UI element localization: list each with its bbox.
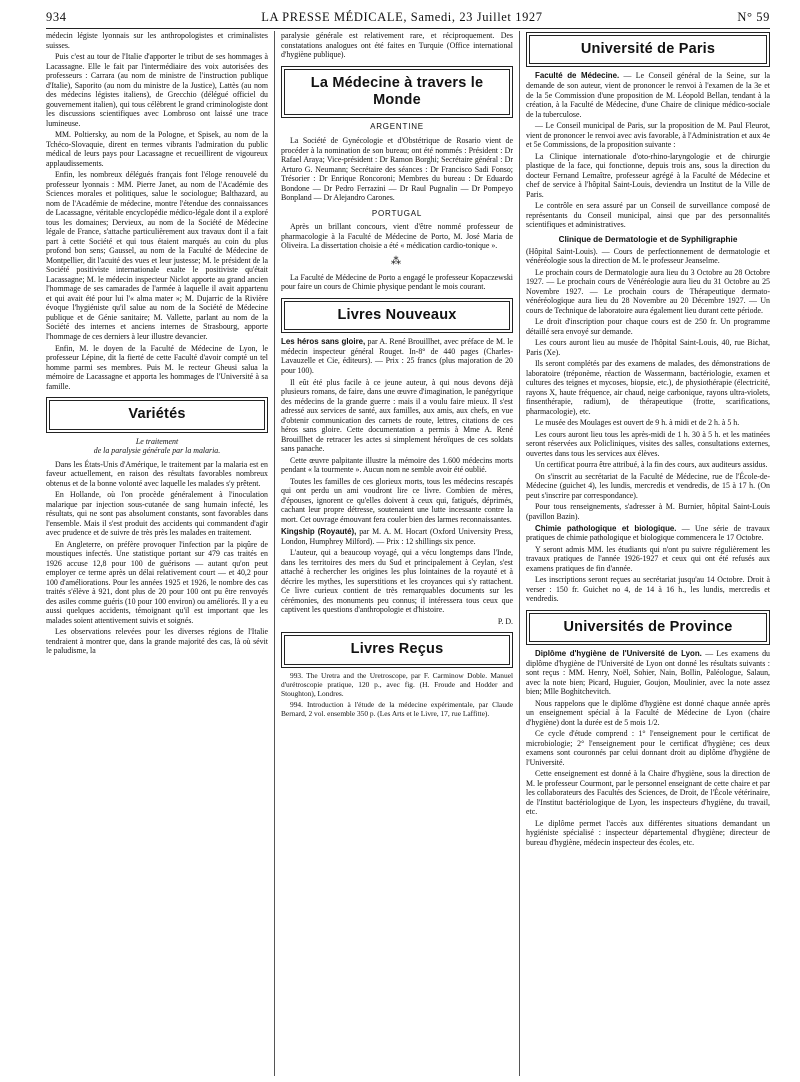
- country-heading-portugal: PORTUGAL: [371, 208, 423, 218]
- book-entry: [281, 527, 513, 546]
- paragraph: Le musée des Moulages est ouvert de 9 h. à midi et de 2 h. à 5 h.: [535, 418, 740, 428]
- paragraph: Cette enseignement est donné à la Chaire d'hygiène, sous la direction de M. le professeur Courmont, par le personnel enseignant de cette chaire et par les collaborateurs des Facultés des Sciences, de Droit, de l'École vétérinaire, de l'Institut bactériologique de Lyon, les inspecteurs d'hygiène, du travail, etc.: [526, 769, 770, 817]
- column-middle: [281, 31, 513, 1076]
- section-title-medecine-monde: La Médecine à travers le Monde: [284, 69, 510, 116]
- article-subtitle: de la paralysie générale par la malaria.: [93, 446, 221, 456]
- masthead: [46, 6, 770, 29]
- paragraph: [526, 649, 770, 697]
- paragraph: Le droit d'inscription pour chaque cours est de 250 fr. Un programme détaillé sera envoyé sur demande.: [526, 317, 770, 336]
- paragraph: Les cours auront lieu tous les après-midi de 1 h. 30 à 5 h. et les matinées seront réservées aux Policliniques, visites des salles, consultations externes, ouvertes dans tous les services aux élèves.: [526, 429, 770, 458]
- section-title-livres-recus: Livres Reçus: [284, 635, 510, 664]
- paragraph: Enfin, M. le doyen de la Faculté de Médecine de Lyon, le professeur Lépine, dit la fierté de cette Faculté d'avoir compté un tel homme parmi ses membres. Puis M. le recteur Gheusi salua la mémoire de Lacassagne et apporta les hommages de l'Université à sa famille.: [46, 343, 268, 391]
- paragraph: — Le Conseil municipal de Paris, sur la proposition de M. Paul Fleurot, vient de prononcer le renvoi avec avis favorable, à l'Administration et aux 4e et 5e Commissions, de la proposition suivante :: [526, 121, 770, 150]
- paragraph: Toutes les familles de ces glorieux morts, tous les médecins rescapés qui ont perdu un ami voudront lire ce livre. Combien de mères, d'épouses, ignorent ce qu'elles doivent à ceux qui, fatigués, déprimés, cachant leur propre détresse, soutenaient une lutte incessante contre la mort. Cet ouvrage émouvant fera couler bien des larmes reconnaissantes.: [281, 476, 513, 524]
- paragraph: [526, 71, 770, 119]
- article-subtitle: Le traitement: [135, 436, 179, 446]
- book-details: par M. A. M. Hocart (Oxford University Press, London, Humphrey Milford). — Prix : 12 shillings six pence.: [281, 527, 513, 546]
- paragraph: En Angleterre, on préfère provoquer l'infection par la piqûre de moustiques infectés. Une statistique portant sur 479 cas traités en 1926 accuse 12,8 pour 100 de guérisons — autant qu'on peut employer ce terme après un délai relativement court — et 40,2 pour 100 d'améliorations. Pour les années 1925 et 1926, le nombre des cas traités s'élève à 921, dont plus de 20 pour 100 ont pu être renvoyés des asiles comme guéris (10 pour 100 environ) ou améliorés. Il y a eu aussi quelques accidents, témoignant qu'il est important que les malades soient attentivement suivis et soignés.: [46, 539, 268, 625]
- paragraph: Puis c'est au tour de l'Italie d'apporter le tribut de ses hommages à Lacassagne. Elle le fait par l'intermédiaire des voix autorisées des professeurs : Carrara (au nom de ministre de l'instruction publique d'Italie), Saporito (au nom du ministre de la Justice), Lattès (au nom des médecins légistes italiens), de Grecchio (délégué officiel du gouvernement italien), qui tous célèbrent le grand criminologiste dont les discussions scientifiques avec Lombroso ont laissé une trace lumineuse.: [46, 52, 268, 128]
- rubric-lead: Chimie pathologique et biologique.: [535, 523, 677, 533]
- paragraph: Ils seront complétés par des examens de malades, des démonstrations de laboratoire (tréponème, réaction de Wassermann, bactériologie, examen et cultures des teignes et mycoses, biopsie, etc.), de physiothérapie (électricité, rayons X, haute fréquence, air chaud, neige carbonique, rayons ultra-violets, finsenthérapie, radium), de thérapeutique (frotte, scarifications, pharmacologie), etc.: [526, 359, 770, 416]
- paragraph: Enfin, les nombreux délégués français font l'éloge renouvelé du professeur lyonnais : MM. Pierre Janet, au nom de l'Académie des Sciences morales et politiques, salue le sociologue; Balthazard, au nom de l'Académie de médecine, montre l'étendue des connaissances de Lacassagne, véritable encyclopédie médico-légale dont il a exploré tous les domaines; Dervieux, au nom de la Société de Médecine légale de France, s'attache particulièrement aux travaux dont il a fait part à cette Société et qui tous étaient marqués au coin du plus profond bon sens; Gaussel, au nom de la Faculté de Médecine de Montpellier, dit l'acuité des vues et leur justesse; M. le président de la Société positiviste internationale exalte le positiviste qu'était Lacassagne; M. le médecin inspecteur Niclot apporte au grand ancien l'hommage de ses camarades de l'armée à laquelle il avait appartenu et qui avait été pour lui l'« alma mater »; M. Dujarric de la Rivière évoque l'hygiéniste qu'il salue au nom de la Société de Médecine publique et de Génie sanitaire; M. Vallette, parlant au nom de la Société des internes et anciens internes de Strasbourg, apporte l'hommage de ces derniers à leur illustre devancier.: [46, 170, 268, 341]
- journal-title: LA PRESSE MÉDICALE, Samedi, 23 Juillet 1927: [261, 9, 543, 24]
- paragraph-text: — Les examens du diplôme d'hygiène de l'Université de Lyon ont donné les résultats suivants : sont reçus : MM. Henry, Noël, Sohier, Nain, Bollin, Paléologue, Salaun, avec la note bien; Picard, Huguier, Goujon, Moulinier, avec la note assez bien; Mlle Boghitchevitch.: [526, 649, 770, 697]
- book-entry: [281, 337, 513, 375]
- paragraph: Le prochain cours de Dermatologie aura lieu du 3 Octobre au 28 Octobre 1927. — Le prochain cours de Vénéréologie aura lieu du 31 Octobre au 25 Novembre 1927. — Le prochain cours de Thérapeutique dermato-vénéréologique aura lieu du 28 Novembre au 20 Décembre 1927. — Un cours de Technique de laboratoire aura également lieu durant cette période.: [526, 267, 770, 315]
- paragraph: L'auteur, qui a beaucoup voyagé, qui a vécu longtemps dans l'Inde, dans les territoires des mers du Sud et principalement à Ceylan, s'est attaché à rechercher les origines les plus lointaines de la royauté et à décrire les mythes, les superstitions et les croyances qui s'y rattachent. Ce livre curieux contient de très remarquables documents sur les cérémonies, des monuments peu connus; il intéressera tous ceux que captivent les questions d'anthropologie et d'histoire.: [281, 548, 513, 615]
- paragraph: La Clinique internationale d'oto-rhino-laryngologie et de chirurgie plastique de la face, qui fonctionne, depuis trois ans, sous la direction du docteur Fernand Lemaître, professeur agrégé à la Faculté de Médecine et chef de service à l'hôpital Saint-Louis, deviendra un Institut de la Ville de Paris.: [526, 151, 770, 199]
- received-book-entry: 993. The Uretra and the Uretroscope, par F. Carminow Doble. Manuel d'urétroscopie pratique, 120 p., avec fig. (H. Froude and Hodder and Stoughton), Londres.: [281, 670, 513, 698]
- page-number: 934: [46, 9, 67, 24]
- section-title-universite-paris: Université de Paris: [529, 35, 767, 64]
- rubric-heading: Clinique de Dermatologie et de Syphiligraphie: [558, 234, 738, 244]
- paragraph: Il eût été plus facile à ce jeune auteur, à qui nous devons déjà plusieurs romans, de faire, dans une œuvre d'imagination, le panégyrique des médecins de la grande guerre : mais il a voulu faire mieux. Il s'est adressé aux services de santé, aux familles, aux amis, aux chefs, en vue d'obtenir communication des carnets de route, lettres, citations de ces héros sans gloire. Cette documentation a permis à Mme A. René Brouillhet de retracer les actes si simplement héroïques de ces soldats sans panache.: [281, 377, 513, 454]
- paragraph: Les cours auront lieu au musée de l'hôpital Saint-Louis, 40, rue Bichat, Paris (Xe).: [526, 338, 770, 357]
- book-title: Kingship (Royauté),: [281, 527, 357, 537]
- paragraph: Les observations relevées pour les diverses régions de l'Italie tendraient à montrer que, dans la grande majorité des cas, là où sévit le paludisme, la: [46, 627, 268, 656]
- received-book-entry: 994. Introduction à l'étude de la médecine expérimentale, par Claude Bernard, 2 vol. ensemble 350 p. (Les Arts et le Livre, 17, rue Laffitte).: [281, 699, 513, 718]
- paragraph: On s'inscrit au secrétariat de la Faculté de Médecine, rue de l'École-de-Médecine (guichet 4), les lundis, mercredis et vendredis, de 15 à 17 h. (On peut s'inscrire par correspondance).: [526, 471, 770, 500]
- paragraph: paralysie générale est relativement rare, et réciproquement. Des constatations analogues ont été faites en Turquie (Office international d'hygiène publique).: [281, 31, 513, 60]
- author-signature: P. D.: [497, 616, 513, 626]
- section-title-livres-nouveaux: Livres Nouveaux: [284, 301, 510, 330]
- asterism-separator: ⁂: [391, 255, 403, 267]
- column-right: [526, 31, 770, 1076]
- paragraph: Un certificat pourra être attribué, à la fin des cours, aux auditeurs assidus.: [535, 460, 768, 470]
- paragraph: MM. Poltiersky, au nom de la Pologne, et Spisek, au nom de la Tchéco-Slovaquie, dirent en termes vibrants l'admiration du public médical de leurs pays pour Lacassagne et recueillirent de vigoureux applaudissements.: [46, 130, 268, 168]
- paragraph: Ce cycle d'étude comprend : 1° l'enseignement pour le certificat de microbiologie; 2° l'enseignement pour le certificat d'hygiène; ces deux examens sont couronnés par celui donnant droit au diplôme d'hygiène de l'Université.: [526, 729, 770, 767]
- country-heading-argentine: ARGENTINE: [370, 122, 424, 132]
- paragraph: Y seront admis MM. les étudiants qui n'ont pu suivre régulièrement les travaux pratiques de l'année 1926-1927 et ceux qui ont été refusés aux examens pratiques de fin d'année.: [526, 544, 770, 573]
- paragraph: médecin légiste lyonnais sur les anthropologistes et criminalistes suisses.: [46, 31, 268, 50]
- book-title: Les héros sans gloire,: [281, 337, 366, 347]
- column-rule: [519, 31, 520, 1076]
- rubric-lead: Faculté de Médecine.: [535, 71, 620, 81]
- paragraph: Les inscriptions seront reçues au secrétariat jusqu'au 14 Octobre. Droit à verser : 150 fr. Guichet no 4, de 14 à 16 h., les lundis, mercredis et vendredis.: [526, 575, 770, 604]
- paragraph: Dans les États-Unis d'Amérique, le traitement par la malaria est en faveur actuellement, en raison des résultats favorables nombreux obtenus et de la bonne volonté avec laquelle les malades s'y prêtent.: [46, 459, 268, 488]
- paragraph-text: — Une série de travaux pratiques de chimie pathologique et biologique commencera le 17 Octobre.: [526, 523, 770, 543]
- book-details: par A. René Brouillhet, avec préface de M. le médecin inspecteur général Rouget. In-8° de 440 pages (Charles-Lavauzelle et Cie, éditeurs). — Prix : 25 francs (plus majoration de 20 pour 100).: [281, 337, 513, 375]
- paragraph: [526, 524, 770, 543]
- paragraph: La Société de Gynécologie et d'Obstétrique de Rosario vient de procéder à la nomination de son bureau; ont été nommés : Président : Dr Rafael Araya; Vice-président : Dr Ramon Borghi; Secrétaire général : Dr Arturo G. Neumann; Secrétaire des séances : Dr Francisco Sadi Fonso; Trésorier : Dr Enrique Roncoroni; Membres du bureau : Dr Eduardo Bondone — Dr Pedro Ferrazini — Dr Raul Pugnalin — Dr Pompeyo Bonpland — Dr Alejandro Carones.: [281, 136, 513, 203]
- paragraph: (Hôpital Saint-Louis). — Cours de perfectionnement de dermatologie et vénéréologie sous la direction de M. le professeur Jeanselme.: [526, 246, 770, 266]
- paragraph: En Hollande, où l'on procède généralement à l'inoculation malarique par injection sous-cutanée de sang humain infecté, les résultats, qui ne sont pas absolument constants, sont favorables dans l'ensemble. Mais il s'est produit des accidents qui commandent d'agir avec prudence et de suivre de très près les malades en traitement.: [46, 490, 268, 538]
- paragraph: Nous rappelons que le diplôme d'hygiène est donné chaque année après un enseignement spécial à la Faculté de Médecine de Lyon (chaire d'hygiène) dont la durée est de 5 mois 1/2.: [526, 698, 770, 727]
- paragraph: Cette œuvre palpitante illustre la mémoire des 1.600 médecins morts pendant « la tourmente ». Aucun nom ne semble avoir été oublié.: [281, 455, 513, 475]
- paragraph: Le diplôme permet l'accès aux différentes situations demandant un hygiéniste spécialisé : inspecteur départemental d'hygiène; directeur de bureau d'hygiène, médecin inspecteur des écoles, etc.: [526, 818, 770, 847]
- section-title-varietes: Variétés: [49, 400, 265, 429]
- section-title-universites-province: Universités de Province: [529, 613, 767, 642]
- paragraph: Après un brillant concours, vient d'être nommé professeur de pharmacologie à la Faculté de Médecine de Porto, M. José Maria de Oliveira. La dissertation choisie a été « médication cardio-tonique ».: [281, 222, 513, 251]
- issue-number: N° 59: [737, 9, 770, 24]
- paragraph: Pour tous renseignements, s'adresser à M. Burnier, hôpital Saint-Louis (pavillon Bazin).: [526, 502, 770, 521]
- column-rule: [274, 31, 275, 1076]
- paragraph: Le contrôle en sera assuré par un Conseil de surveillance composé de représentants du Conseil municipal, ainsi que par des personnalités scientifiques et administratives.: [526, 201, 770, 230]
- paragraph-text: — Le Conseil général de la Seine, sur la demande de son auteur, vient de prononcer le renvoi à l'examen de la 3e et de la 5e Commission d'une proposition de M. Léopold Bellan, tendant à la création, à la Faculté de Médecine, d'une Chaire de clinique médico-sociale de la tuberculose.: [526, 71, 770, 119]
- paragraph: La Faculté de Médecine de Porto a engagé le professeur Kopaczewski pour faire un cours de Chimie physique pendant le mois courant.: [281, 272, 513, 292]
- column-left: [46, 31, 268, 1076]
- rubric-lead: Diplôme d'hygiène de l'Université de Lyon.: [535, 649, 702, 659]
